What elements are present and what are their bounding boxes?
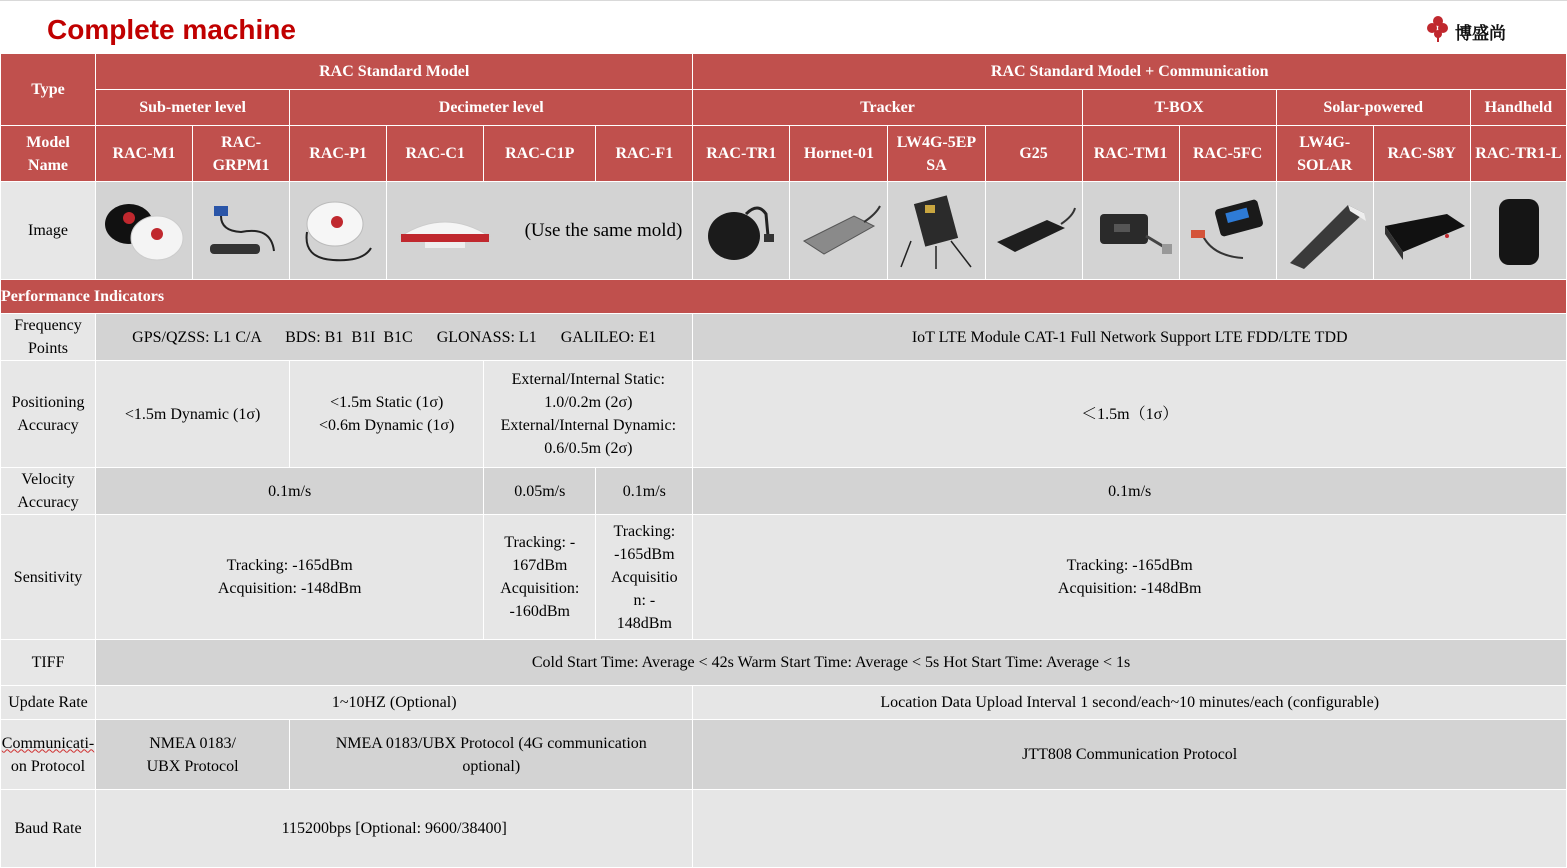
frequency-label: Frequency Points bbox=[1, 314, 96, 361]
baud-rate-row bbox=[1, 790, 1567, 868]
sensitivity-row bbox=[1, 515, 1567, 640]
rac-m1-image bbox=[96, 182, 193, 280]
model-name: RAC-GRPM1 bbox=[193, 126, 290, 182]
group-standard-header: RAC Standard Model bbox=[96, 54, 693, 90]
update-rate-standard: 1~10HZ (Optional) bbox=[96, 686, 693, 720]
protocol-label-line1: Communicati- bbox=[1, 734, 95, 752]
sensitivity-comm-acquisition: Acquisition: -148dBm bbox=[1057, 580, 1202, 597]
positioning-static: <1.5m Static (1σ) bbox=[330, 394, 444, 411]
spec-table bbox=[0, 53, 1567, 868]
type-header: Type bbox=[1, 54, 96, 126]
decimeter-image-cell bbox=[387, 182, 693, 280]
tiff-label: TIFF bbox=[1, 640, 96, 686]
frequency-row bbox=[1, 314, 1567, 361]
handheld-header: Handheld bbox=[1470, 90, 1566, 126]
protocol-sub-line: NMEA 0183/ bbox=[149, 734, 236, 752]
brand-logo bbox=[1426, 14, 1506, 48]
update-rate-row bbox=[1, 686, 1567, 720]
positioning-ext-static-label: External/Internal Static: bbox=[511, 371, 665, 388]
image-label: Image bbox=[1, 182, 96, 280]
sensitivity-f1-line: 148dBm bbox=[616, 614, 672, 632]
model-name: RAC-5FC bbox=[1179, 126, 1276, 182]
model-name: Hornet-01 bbox=[790, 126, 888, 182]
hornet-01-image bbox=[790, 182, 888, 280]
logo-flower-icon bbox=[1426, 15, 1452, 47]
velocity-standard: 0.1m/s bbox=[96, 468, 484, 515]
positioning-ext-static-value: 1.0/0.2m (2σ) bbox=[544, 394, 633, 411]
sensitivity-f1-line: n: - bbox=[633, 591, 656, 609]
model-name: RAC-C1 bbox=[387, 126, 484, 182]
top-rule bbox=[0, 0, 1567, 1]
model-name: RAC-C1P bbox=[484, 126, 596, 182]
rac-tm1-image bbox=[1082, 182, 1179, 280]
protocol-label-line2: on Protocol bbox=[10, 757, 86, 775]
model-name: RAC-F1 bbox=[596, 126, 693, 182]
sensitivity-tracking: Tracking: -165dBm bbox=[226, 557, 353, 574]
sensitivity-comm-tracking: Tracking: -165dBm bbox=[1066, 557, 1193, 574]
rac-s8y-image bbox=[1373, 182, 1470, 280]
page-title: Complete machine bbox=[47, 14, 296, 45]
lw4g-solar-image bbox=[1276, 182, 1373, 280]
tiff-row bbox=[1, 640, 1567, 686]
sensitivity-c1p-line: Tracking: - bbox=[504, 534, 576, 551]
positioning-label: Positioning Accuracy bbox=[1, 361, 96, 468]
frequency-comm: IoT LTE Module CAT-1 Full Network Support LTE FDD/LTE TDD bbox=[693, 314, 1567, 361]
tiff-value: Cold Start Time: Average < 42s Warm Start Time: Average < 5s Hot Start Time: Average < 1s bbox=[96, 640, 1567, 686]
protocol-decimeter bbox=[290, 720, 693, 790]
protocol-sub-meter bbox=[96, 720, 290, 790]
sensitivity-standard bbox=[96, 515, 484, 640]
logo-text: 博盛尚 bbox=[1455, 23, 1506, 44]
baud-rate-label: Baud Rate bbox=[1, 790, 96, 868]
positioning-comm: ＜1.5m（1σ） bbox=[693, 361, 1567, 468]
header-row-groups bbox=[1, 54, 1567, 90]
model-name-row bbox=[1, 126, 1567, 182]
decimeter-header: Decimeter level bbox=[290, 90, 693, 126]
sub-meter-header: Sub-meter level bbox=[96, 90, 290, 126]
model-name-label: Model Name bbox=[1, 126, 96, 182]
sensitivity-label: Sensitivity bbox=[1, 515, 96, 640]
model-name: RAC-TM1 bbox=[1082, 126, 1179, 182]
tbox-header: T-BOX bbox=[1082, 90, 1276, 126]
model-name: RAC-M1 bbox=[96, 126, 193, 182]
model-name: RAC-TR1 bbox=[693, 126, 790, 182]
image-row bbox=[1, 182, 1567, 280]
update-rate-comm: Location Data Upload Interval 1 second/each~10 minutes/each (configurable) bbox=[693, 686, 1567, 720]
sensitivity-c1p-line: -160dBm bbox=[509, 603, 570, 620]
positioning-sub-meter: <1.5m Dynamic (1σ) bbox=[96, 361, 290, 468]
positioning-ext-dynamic-value: 0.6/0.5m (2σ) bbox=[544, 440, 633, 457]
tracker-header: Tracker bbox=[693, 90, 1082, 126]
protocol-sub-line: UBX Protocol bbox=[146, 757, 239, 775]
protocol-comm: JTT808 Communication Protocol bbox=[693, 720, 1567, 790]
sensitivity-f1-line: -165dBm bbox=[614, 545, 675, 563]
group-comm-header: RAC Standard Model + Communication bbox=[693, 54, 1567, 90]
model-name: G25 bbox=[985, 126, 1082, 182]
velocity-label: Velocity Accuracy bbox=[1, 468, 96, 515]
rac-5fc-image bbox=[1179, 182, 1276, 280]
protocol-dec-line: optional) bbox=[462, 757, 521, 775]
velocity-c1p: 0.05m/s bbox=[484, 468, 596, 515]
sensitivity-f1-line: Acquisitio bbox=[610, 568, 678, 586]
performance-indicators-header: Performance Indicators bbox=[1, 280, 1567, 314]
velocity-comm: 0.1m/s bbox=[693, 468, 1567, 515]
model-name: RAC-P1 bbox=[290, 126, 387, 182]
sensitivity-c1p bbox=[484, 515, 596, 640]
same-mold-note: (Use the same mold) bbox=[524, 220, 683, 241]
performance-band-row bbox=[1, 280, 1567, 314]
sensitivity-comm bbox=[693, 515, 1567, 640]
solar-header: Solar-powered bbox=[1276, 90, 1470, 126]
positioning-p1-c1 bbox=[290, 361, 484, 468]
header-row-levels bbox=[1, 90, 1567, 126]
velocity-row bbox=[1, 468, 1567, 515]
sensitivity-f1 bbox=[596, 515, 693, 640]
baud-rate-standard: 115200bps [Optional: 9600/38400] bbox=[96, 790, 693, 868]
velocity-f1: 0.1m/s bbox=[596, 468, 693, 515]
model-name: RAC-TR1-L bbox=[1470, 126, 1566, 182]
positioning-ext-dynamic-label: External/Internal Dynamic: bbox=[500, 417, 677, 434]
protocol-row bbox=[1, 720, 1567, 790]
rac-tr1-l-image bbox=[1470, 182, 1566, 280]
g25-image bbox=[985, 182, 1082, 280]
model-name: RAC-S8Y bbox=[1373, 126, 1470, 182]
rac-tr1-image bbox=[693, 182, 790, 280]
rac-p1-image bbox=[290, 182, 387, 280]
sensitivity-f1-line: Tracking: bbox=[613, 522, 676, 540]
protocol-dec-line: NMEA 0183/UBX Protocol (4G communication bbox=[335, 734, 647, 752]
model-name: LW4G-SOLAR bbox=[1276, 126, 1373, 182]
baud-rate-comm bbox=[693, 790, 1567, 868]
protocol-label bbox=[1, 720, 96, 790]
rac-c1-antenna-icon bbox=[395, 206, 495, 256]
positioning-row bbox=[1, 361, 1567, 468]
positioning-dynamic: <0.6m Dynamic (1σ) bbox=[318, 417, 455, 434]
model-name: LW4G-5EP SA bbox=[888, 126, 985, 182]
lw4g-5ep-sa-image bbox=[888, 182, 985, 280]
sensitivity-c1p-line: 167dBm bbox=[512, 557, 568, 574]
frequency-standard: GPS/QZSS: L1 C/A BDS: B1 B1I B1C GLONASS: L1 GALILEO: E1 bbox=[96, 314, 693, 361]
update-rate-label: Update Rate bbox=[1, 686, 96, 720]
positioning-c1p-f1 bbox=[484, 361, 693, 468]
sensitivity-c1p-line: Acquisition: bbox=[500, 580, 580, 597]
rac-grpm1-image bbox=[193, 182, 290, 280]
sensitivity-acquisition: Acquisition: -148dBm bbox=[217, 580, 362, 597]
